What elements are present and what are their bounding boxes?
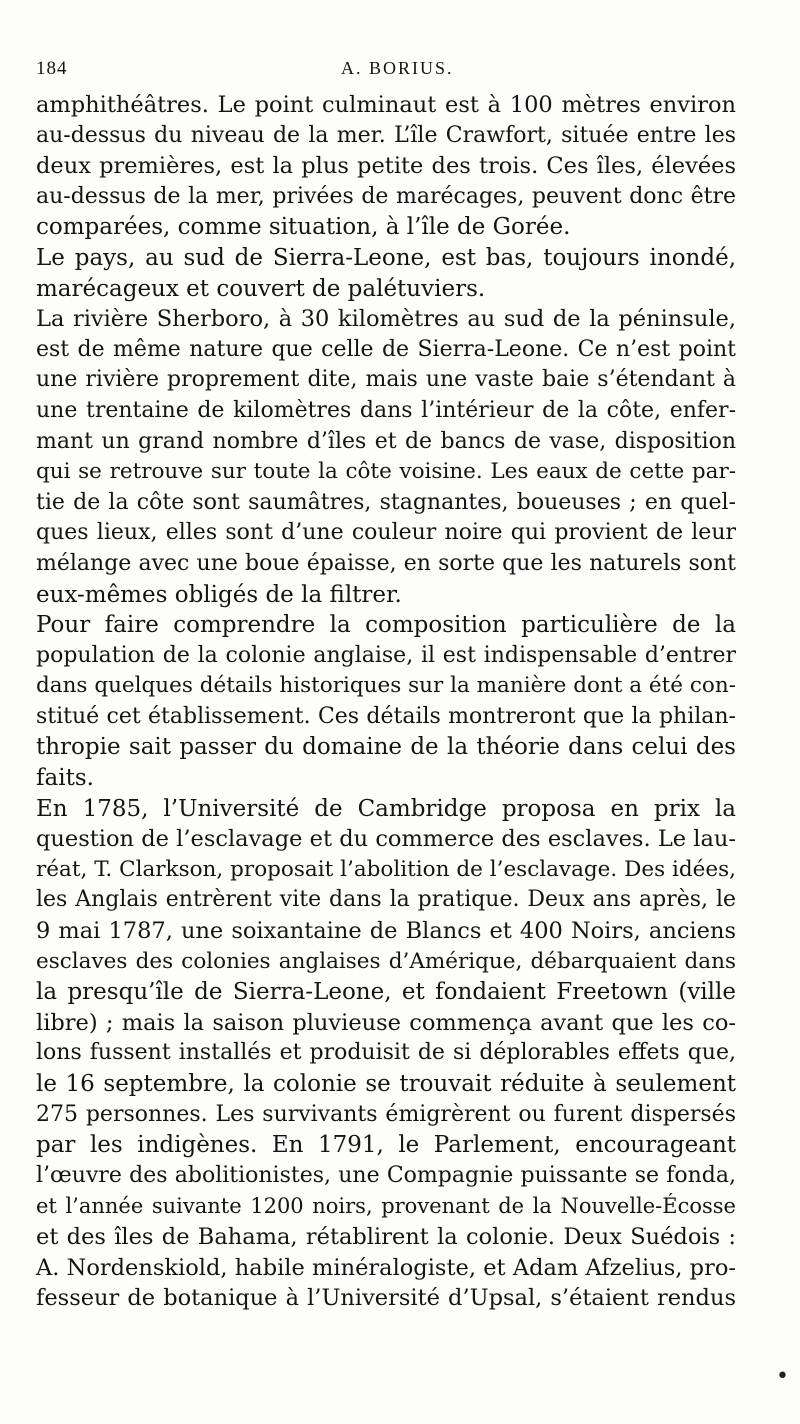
- text-line: En 1785, l’Université de Cambridge proposa en prix la: [36, 795, 736, 822]
- text-line: thropie sait passer du domaine de la théorie dans celui des: [36, 734, 736, 761]
- text-line: est de même nature que celle de Sierra-Leone. Ce n’est point: [36, 336, 736, 362]
- text-line: comparées, comme situation, à l’île de Gorée.: [36, 214, 571, 241]
- text-line: lons fussent installés et produisit de si déplorables effets que,: [36, 1040, 736, 1066]
- text-line: Pour faire comprendre la composition particulière de la: [36, 612, 736, 639]
- text-line: population de la colonie anglaise, il est indispensable d’entrer: [36, 642, 736, 668]
- text-line: le 16 septembre, la colonie se trouvait réduite à seulement: [36, 1071, 736, 1097]
- page-number: 184: [36, 58, 68, 79]
- running-head: A. BORIUS.: [341, 58, 454, 78]
- text-line: question de l’esclavage et du commerce des esclaves. Le lau-: [36, 826, 736, 853]
- text-line: une rivière proprement dite, mais une vaste baie s’étendant à: [36, 367, 736, 393]
- text-line: fesseur de botanique à l’Université d’Upsal, s’étaient rendus: [36, 1285, 736, 1312]
- body-text: [36, 90, 736, 1314]
- text-line: 275 personnes. Les survivants émigrèrent ou furent dispersés: [36, 1101, 736, 1127]
- text-line: les Anglais entrèrent vite dans la pratique. Deux ans après, le: [36, 887, 736, 913]
- text-line: 9 mai 1787, une soixantaine de Blancs et 400 Noirs, anciens: [36, 918, 736, 945]
- page-header: [36, 58, 736, 88]
- text-line: et l’année suivante 1200 noirs, provenant de la Nouvelle-Écosse: [36, 1194, 736, 1219]
- text-line: stitué cet établissement. Ces détails montreront que la philan-: [36, 703, 736, 729]
- text-line: ques lieux, elles sont d’une couleur noire qui provient de leur: [36, 520, 736, 546]
- text-line: par les indigènes. En 1791, le Parlement, encourageant: [36, 1132, 736, 1159]
- text-line: faits.: [36, 765, 94, 792]
- text-line: la presqu’île de Sierra-Leone, et fondaient Freetown (ville: [36, 979, 736, 1006]
- text-line: une trentaine de kilomètres dans l’intérieur de la côte, enfer-: [36, 397, 736, 423]
- text-line: et des îles de Bahama, rétablirent la colonie. Deux Suédois :: [36, 1223, 736, 1250]
- text-line: réat, T. Clarkson, proposait l’abolition de l’esclavage. Des idées,: [36, 856, 736, 882]
- text-line: A. Nordenskiold, habile minéralogiste, et Adam Afzelius, pro-: [36, 1254, 736, 1281]
- text-line: mant un grand nombre d’îles et de bancs de vase, disposition: [36, 428, 736, 454]
- text-line: tie de la côte sont saumâtres, stagnantes, boueuses ; en quel-: [36, 489, 736, 515]
- text-line: au-dessus du niveau de la mer. L’île Crawfort, située entre les: [36, 122, 736, 148]
- text-line: Le pays, au sud de Sierra-Leone, est bas, toujours inondé,: [36, 244, 736, 271]
- text-line: esclaves des colonies anglaises d’Amérique, débarquaient dans: [36, 948, 736, 974]
- text-line: au-dessus de la mer, privées de marécages, peuvent donc être: [36, 183, 736, 209]
- text-line: qui se retrouve sur toute la côte voisine. Les eaux de cette par-: [36, 459, 736, 485]
- text-line: amphithéâtres. Le point culminaut est à 100 mètres environ: [36, 92, 736, 118]
- text-line: eux-mêmes obligés de la filtrer.: [36, 581, 402, 608]
- text-line: deux premières, est la plus petite des trois. Ces îles, élevées: [36, 153, 736, 180]
- text-line: dans quelques détails historiques sur la manière dont a été con-: [36, 673, 736, 699]
- text-line: La rivière Sherboro, à 30 kilomètres au sud de la péninsule,: [36, 306, 736, 333]
- text-line: marécageux et couvert de palétuviers.: [36, 275, 486, 302]
- text-line: libre) ; mais la saison pluvieuse commença avant que les co-: [36, 1009, 736, 1036]
- margin-mark: •: [776, 1364, 789, 1389]
- text-line: mélange avec une boue épaisse, en sorte que les naturels sont: [36, 550, 736, 576]
- text-line: l’œuvre des abolitionistes, une Compagnie puissante se fonda,: [36, 1162, 736, 1188]
